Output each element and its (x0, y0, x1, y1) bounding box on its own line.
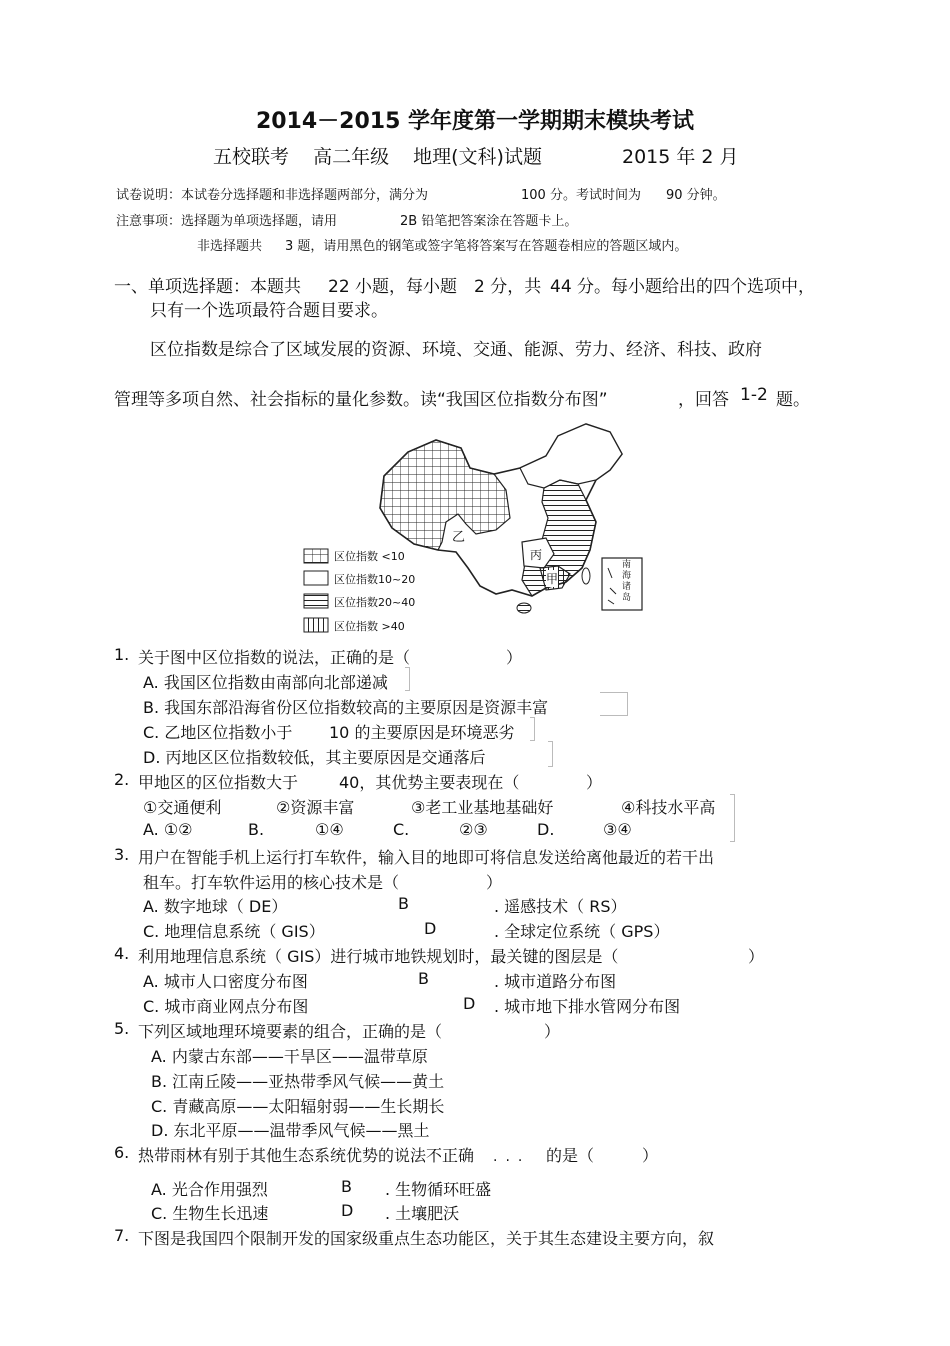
q2-option-d: ③④ (603, 820, 632, 839)
location-index-map (296, 418, 648, 642)
q3-option-b-letter: B (398, 894, 409, 913)
subtitle-grade: 高二年级 (313, 146, 390, 168)
intro-line2-b: ，回答 (678, 390, 729, 410)
subtitle-subject: 地理(文科)试题 (413, 146, 542, 168)
q1-option-c-a: C. 乙地区位指数小于 (143, 723, 293, 742)
note-line2-a: 注意事项：选择题为单项选择题，请用 (116, 214, 338, 229)
q4-option-a: A. 城市人口密度分布图 (143, 972, 308, 991)
q3-stem-line1: 用户在智能手机上运行打车软件，输入目的地即可将信息发送给离他最近的若干出 (138, 848, 715, 867)
q4-close: ） (748, 947, 765, 966)
q4-option-c: C. 城市商业网点分布图 (143, 997, 309, 1016)
q4-option-b: . 城市道路分布图 (494, 972, 617, 991)
map-label-jia: 甲 (546, 572, 559, 586)
q3-option-b: . 遥感技术（ RS） (494, 897, 627, 916)
q7-number: 7. (114, 1226, 130, 1245)
legend-label-4: 区位指数 >40 (334, 620, 405, 633)
q2-option-d-letter: D. (537, 820, 555, 839)
note-line1-b: 100 分。考试时间为 (521, 188, 641, 203)
intro-line2-a: 管理等多项自然、社会指标的量化参数。读“我国区位指数分布图” (114, 390, 608, 410)
q3-option-d-letter: D (424, 919, 437, 938)
q6-option-d-letter: D (341, 1201, 354, 1220)
note-line1-c: 90 分钟。 (666, 188, 726, 203)
q2-option-c: ②③ (459, 820, 488, 839)
intro-line1: 区位指数是综合了区域发展的资源、环境、交通、能源、劳力、经济、科技、政府 (150, 340, 762, 360)
q6-option-c: C. 生物生长迅速 (151, 1204, 269, 1223)
legend-swatch-blank (304, 571, 328, 585)
q1-option-d: D. 丙地区区位指数较低，其主要原因是交通落后 (143, 748, 486, 767)
section-heading-c: 2 分，共 (474, 277, 542, 297)
q3-stem-line2: 租车。打车软件运用的核心技术是（ (143, 873, 400, 892)
subtitle-date: 2015 年 2 月 (622, 146, 739, 168)
q3-option-c: C. 地理信息系统（ GIS） (143, 922, 325, 941)
q7-stem: 下图是我国四个限制开发的国家级重点生态功能区，关于其生态建设主要方向，叙 (138, 1229, 715, 1248)
q2-option-a: A. ①② (143, 820, 193, 839)
q1-option-b: B. 我国东部沿海省份区位指数较高的主要原因是资源丰富 (143, 698, 549, 717)
exam-title: 2014－2015 学年度第一学期期末模块考试 (255, 109, 695, 134)
q1-close: ） (506, 648, 523, 667)
q6-stem-a: 热带雨林有别于其他生态系统优势的说法不正确 (138, 1146, 475, 1165)
q4-number: 4. (114, 944, 130, 963)
map-label-bing: 丙 (530, 548, 543, 562)
legend-label-2: 区位指数10~20 (334, 573, 416, 586)
q6-option-b-letter: B (341, 1177, 352, 1196)
q5-option-a: A. 内蒙古东部——干旱区——温带草原 (151, 1047, 428, 1066)
note-line3-a: 非选择题共 (197, 239, 263, 254)
legend-label-3: 区位指数20~40 (334, 596, 416, 609)
q2-stem-b: 40，其优势主要表现在（ (339, 773, 520, 792)
q2-option-b-letter: B. (248, 820, 265, 839)
section-heading-b: 22 小题，每小题 (328, 277, 458, 297)
q5-option-d: D. 东北平原——温带季风气候——黑土 (151, 1121, 430, 1140)
exam-subtitle (213, 142, 560, 169)
q2-item-3: ③老工业基地基础好 (411, 798, 554, 817)
q6-option-a: A. 光合作用强烈 (151, 1180, 268, 1199)
legend-swatch-hlines (304, 594, 328, 608)
note-line1-a: 试卷说明：本试卷分选择题和非选择题两部分，满分为 (116, 188, 429, 203)
q2-option-b: ①④ (315, 820, 344, 839)
hainan-island (517, 603, 531, 613)
q6-emphasis-dots: ··· (493, 1153, 531, 1169)
q2-item-2: ②资源丰富 (276, 798, 355, 817)
intro-line2-c: 1-2 (740, 385, 768, 405)
note-line2-b: 2B 铅笔把答案涂在答题卡上。 (400, 214, 578, 229)
q1-option-d-box (548, 741, 553, 767)
q3-option-a: A. 数字地球（ DE） (143, 897, 288, 916)
q5-stem: 下列区域地理环境要素的组合，正确的是（ (138, 1022, 443, 1041)
inset-label: 南 海 诸 岛 (622, 560, 632, 603)
q4-option-b-letter: B (418, 969, 429, 988)
section-heading-d: 44 分。每小题给出的四个选项中， (550, 277, 816, 297)
taiwan-island (582, 568, 590, 584)
q3-option-d: . 全球定位系统（ GPS） (494, 922, 670, 941)
q1-option-a: A. 我国区位指数由南部向北部递减 (143, 673, 388, 692)
q2-item-1: ①交通便利 (143, 798, 222, 817)
q4-stem: 利用地理信息系统（ GIS）进行城市地铁规划时，最关键的图层是（ (138, 947, 619, 966)
intro-line2-d: 题。 (776, 390, 810, 410)
q5-number: 5. (114, 1019, 130, 1038)
q6-option-d: . 土壤肥沃 (385, 1204, 460, 1223)
q6-close: ） (642, 1146, 659, 1165)
q1-option-b-box (600, 692, 628, 716)
q2-option-c-letter: C. (393, 820, 410, 839)
q4-option-d: . 城市地下排水管网分布图 (494, 997, 681, 1016)
section-heading-a: 一、单项选择题：本题共 (114, 277, 301, 297)
legend-swatch-grid (304, 549, 328, 563)
q6-option-b: . 生物循环旺盛 (385, 1180, 492, 1199)
map-label-yi: 乙 (452, 526, 465, 545)
q1-option-c-b: 10 的主要原因是环境恶劣 (329, 723, 515, 742)
q5-option-b: B. 江南丘陵——亚热带季风气候——黄土 (151, 1072, 445, 1091)
note-line3-b: 3 题，请用黑色的钢笔或签字笔将答案写在答题卷相应的答题区域内。 (285, 239, 688, 254)
q5-close: ） (544, 1022, 561, 1041)
legend-label-1: 区位指数 <10 (334, 550, 405, 563)
q3-close: ） (486, 873, 503, 892)
region-northeast (520, 424, 622, 488)
subtitle-school: 五校联考 (213, 146, 290, 168)
q1-option-a-box (405, 667, 410, 691)
q2-close: ） (586, 773, 603, 792)
q3-number: 3. (114, 845, 130, 864)
q2-item-4: ④科技水平高 (621, 798, 716, 817)
q2-number: 2. (114, 770, 130, 789)
q6-stem-b: 的是（ (546, 1146, 595, 1165)
q5-option-c: C. 青藏高原——太阳辐射弱——生长期长 (151, 1097, 445, 1116)
q6-number: 6. (114, 1143, 130, 1162)
q1-option-c-box (530, 717, 535, 741)
q1-number: 1. (114, 645, 130, 664)
q2-options-box (730, 794, 735, 842)
q2-stem-a: 甲地区的区位指数大于 (138, 773, 299, 792)
section-heading-e: 只有一个选项最符合题目要求。 (150, 301, 388, 321)
legend-swatch-vlines (304, 618, 328, 632)
q4-option-d-letter: D (463, 994, 476, 1013)
q1-stem: 关于图中区位指数的说法，正确的是（ (138, 648, 411, 667)
